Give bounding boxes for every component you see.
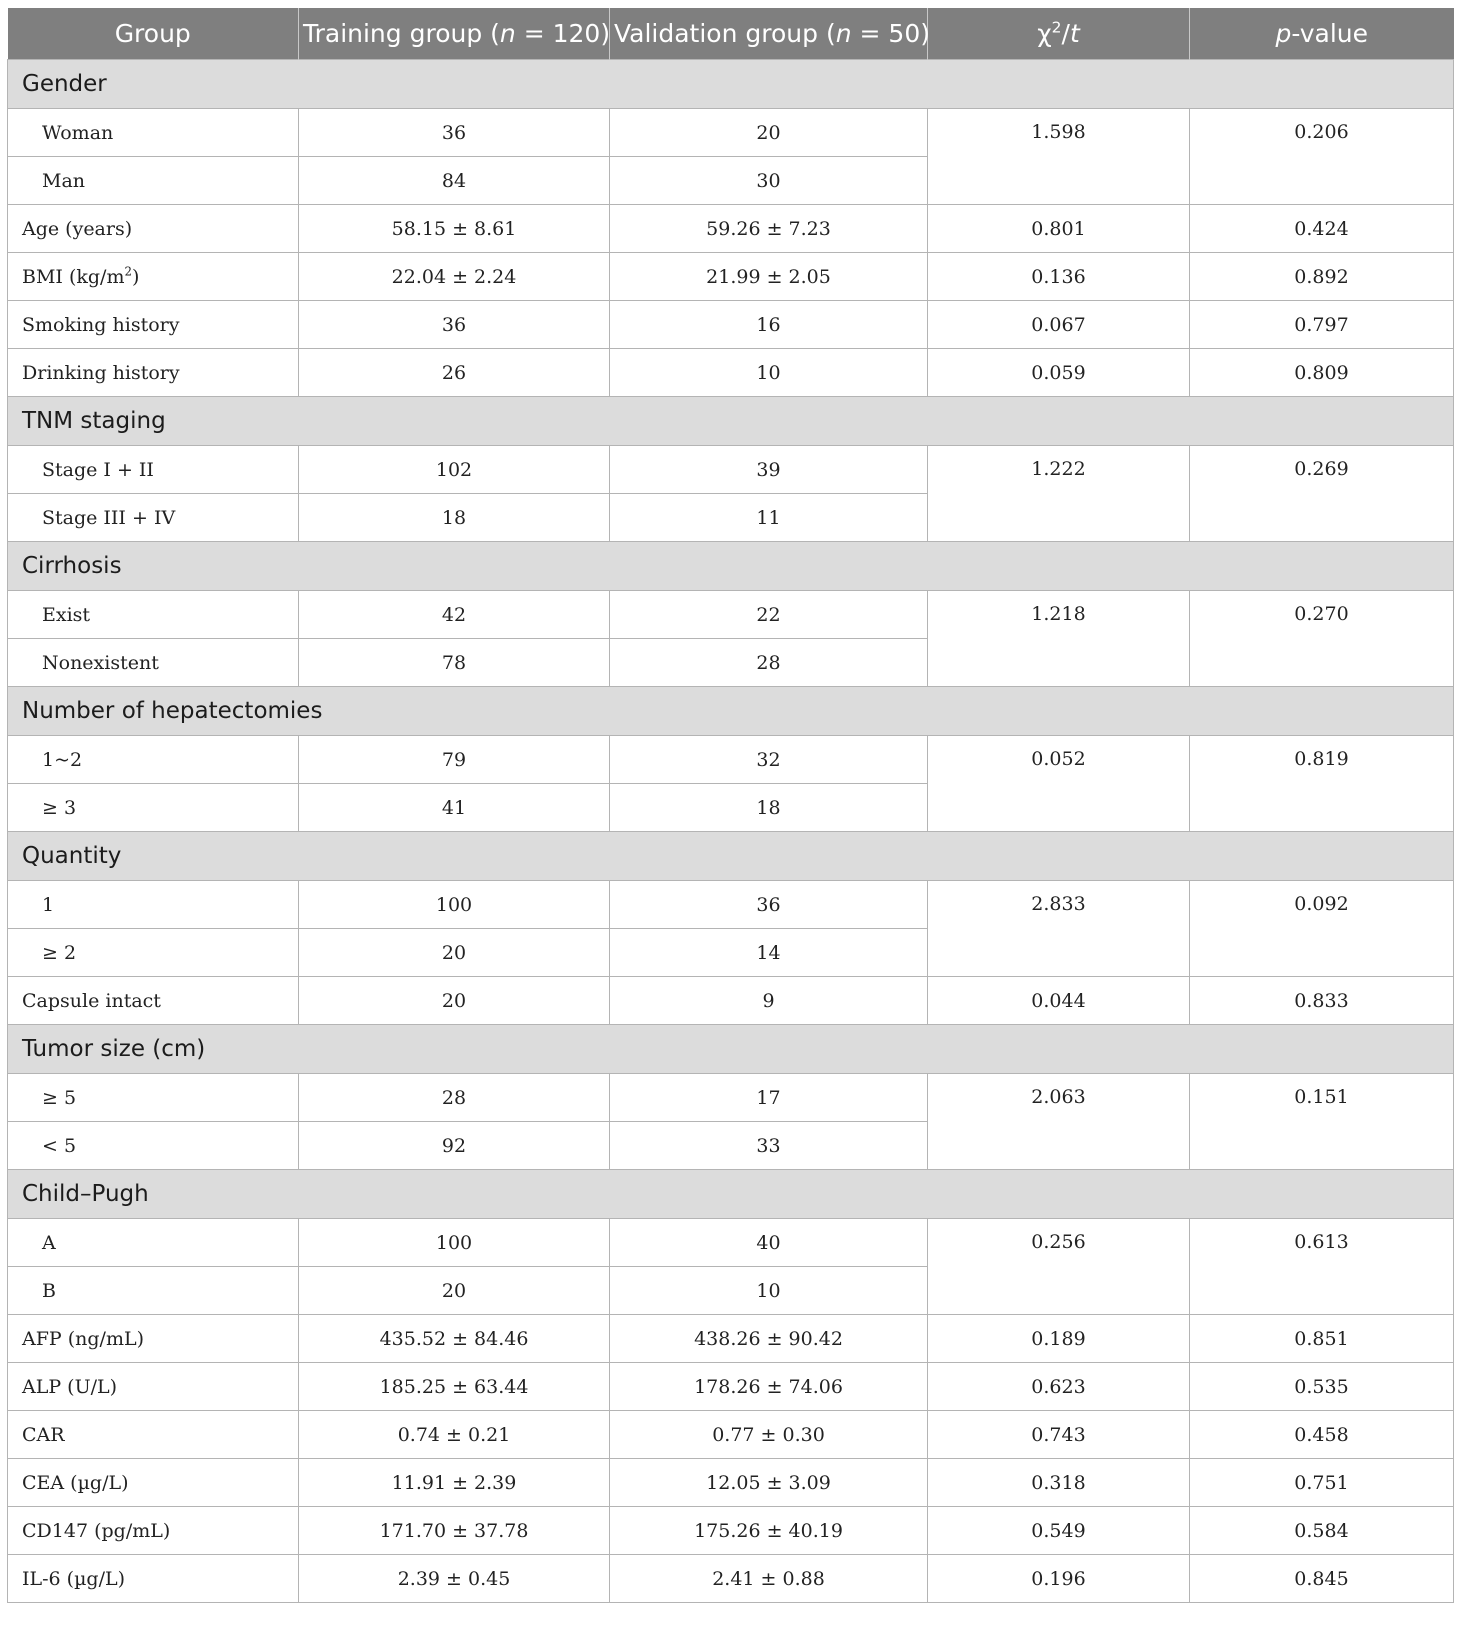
row-label: B xyxy=(8,1267,299,1315)
training-value: 22.04 ± 2.24 xyxy=(299,253,610,301)
training-value: 26 xyxy=(299,349,610,397)
row-label: Woman xyxy=(8,109,299,157)
statistic-value: 0.623 xyxy=(928,1363,1190,1411)
statistic-value: 0.189 xyxy=(928,1315,1190,1363)
table-row xyxy=(8,253,1454,301)
group-row-quantity xyxy=(8,832,1454,881)
table-row xyxy=(8,1555,1454,1603)
row-label: ≥ 3 xyxy=(8,784,299,832)
validation-value: 10 xyxy=(610,349,928,397)
p-value: 0.151 xyxy=(1190,1074,1454,1170)
row-label: Stage III + IV xyxy=(8,494,299,542)
validation-value: 438.26 ± 90.42 xyxy=(610,1315,928,1363)
header-group: Group xyxy=(8,8,299,60)
row-label: 1~2 xyxy=(8,736,299,784)
p-value: 0.845 xyxy=(1190,1555,1454,1603)
row-label: IL-6 (µg/L) xyxy=(8,1555,299,1603)
p-value: 0.535 xyxy=(1190,1363,1454,1411)
validation-value: 0.77 ± 0.30 xyxy=(610,1411,928,1459)
validation-value: 32 xyxy=(610,736,928,784)
row-label: Stage I + II xyxy=(8,446,299,494)
group-row-hepatectomies xyxy=(8,687,1454,736)
statistic-value: 0.801 xyxy=(928,205,1190,253)
validation-value: 20 xyxy=(610,109,928,157)
validation-value: 59.26 ± 7.23 xyxy=(610,205,928,253)
row-label: Smoking history xyxy=(8,301,299,349)
row-label: < 5 xyxy=(8,1122,299,1170)
table-row xyxy=(8,591,1454,639)
group-row-tumor-size xyxy=(8,1025,1454,1074)
statistic-value: 0.067 xyxy=(928,301,1190,349)
training-value: 84 xyxy=(299,157,610,205)
training-value: 36 xyxy=(299,109,610,157)
validation-value: 11 xyxy=(610,494,928,542)
statistic-value: 1.218 xyxy=(928,591,1190,687)
validation-value: 16 xyxy=(610,301,928,349)
table-header-row xyxy=(8,8,1454,60)
table-row xyxy=(8,1315,1454,1363)
table-row xyxy=(8,736,1454,784)
validation-value: 33 xyxy=(610,1122,928,1170)
statistic-value: 2.063 xyxy=(928,1074,1190,1170)
training-value: 36 xyxy=(299,301,610,349)
p-value: 0.424 xyxy=(1190,205,1454,253)
table-row xyxy=(8,1411,1454,1459)
p-value: 0.751 xyxy=(1190,1459,1454,1507)
group-label: Quantity xyxy=(8,832,1454,881)
statistic-value: 2.833 xyxy=(928,881,1190,977)
training-value: 0.74 ± 0.21 xyxy=(299,1411,610,1459)
validation-value: 40 xyxy=(610,1219,928,1267)
group-label: Tumor size (cm) xyxy=(8,1025,1454,1074)
statistic-value: 1.222 xyxy=(928,446,1190,542)
table-row xyxy=(8,1459,1454,1507)
row-label: Man xyxy=(8,157,299,205)
table-row xyxy=(8,446,1454,494)
training-value: 171.70 ± 37.78 xyxy=(299,1507,610,1555)
training-value: 20 xyxy=(299,977,610,1025)
training-value: 20 xyxy=(299,1267,610,1315)
statistic-value: 0.059 xyxy=(928,349,1190,397)
statistic-value: 0.196 xyxy=(928,1555,1190,1603)
header-validation: Validation group (n = 50) xyxy=(610,8,928,60)
validation-value: 14 xyxy=(610,929,928,977)
training-value: 185.25 ± 63.44 xyxy=(299,1363,610,1411)
validation-value: 12.05 ± 3.09 xyxy=(610,1459,928,1507)
p-value: 0.206 xyxy=(1190,109,1454,205)
training-value: 435.52 ± 84.46 xyxy=(299,1315,610,1363)
statistic-value: 0.052 xyxy=(928,736,1190,832)
table-row xyxy=(8,301,1454,349)
header-training: Training group (n = 120) xyxy=(299,8,610,60)
group-label: TNM staging xyxy=(8,397,1454,446)
training-value: 78 xyxy=(299,639,610,687)
validation-value: 178.26 ± 74.06 xyxy=(610,1363,928,1411)
row-label: CD147 (pg/mL) xyxy=(8,1507,299,1555)
training-value: 102 xyxy=(299,446,610,494)
row-label: ≥ 2 xyxy=(8,929,299,977)
group-row-tnm xyxy=(8,397,1454,446)
training-value: 42 xyxy=(299,591,610,639)
row-label: ALP (U/L) xyxy=(8,1363,299,1411)
validation-value: 36 xyxy=(610,881,928,929)
training-value: 100 xyxy=(299,881,610,929)
p-value: 0.851 xyxy=(1190,1315,1454,1363)
validation-value: 39 xyxy=(610,446,928,494)
p-value: 0.584 xyxy=(1190,1507,1454,1555)
row-label: Exist xyxy=(8,591,299,639)
table-row xyxy=(8,205,1454,253)
group-label: Number of hepatectomies xyxy=(8,687,1454,736)
table-row xyxy=(8,349,1454,397)
row-label: BMI $(kg/m^2)$ xyxy=(8,253,299,301)
validation-value: 10 xyxy=(610,1267,928,1315)
validation-value: 21.99 ± 2.05 xyxy=(610,253,928,301)
table-row xyxy=(8,109,1454,157)
statistic-value: 0.256 xyxy=(928,1219,1190,1315)
statistic-value: 0.549 xyxy=(928,1507,1190,1555)
table-row xyxy=(8,1363,1454,1411)
statistic-value: 0.044 xyxy=(928,977,1190,1025)
training-value: 100 xyxy=(299,1219,610,1267)
table-row xyxy=(8,1219,1454,1267)
table-row xyxy=(8,977,1454,1025)
training-value: 79 xyxy=(299,736,610,784)
table-row xyxy=(8,1507,1454,1555)
row-label: ≥ 5 xyxy=(8,1074,299,1122)
table-row xyxy=(8,1074,1454,1122)
training-value: 11.91 ± 2.39 xyxy=(299,1459,610,1507)
group-row-child-pugh xyxy=(8,1170,1454,1219)
validation-value: 17 xyxy=(610,1074,928,1122)
statistic-value: 0.136 xyxy=(928,253,1190,301)
statistic-value: 0.743 xyxy=(928,1411,1190,1459)
p-value: 0.270 xyxy=(1190,591,1454,687)
validation-value: 30 xyxy=(610,157,928,205)
validation-value: 2.41 ± 0.88 xyxy=(610,1555,928,1603)
validation-value: 18 xyxy=(610,784,928,832)
p-value: 0.833 xyxy=(1190,977,1454,1025)
p-value: 0.269 xyxy=(1190,446,1454,542)
header-p-value: p-value xyxy=(1190,8,1454,60)
row-label: Nonexistent xyxy=(8,639,299,687)
row-label: CAR xyxy=(8,1411,299,1459)
training-value: 92 xyxy=(299,1122,610,1170)
group-row-gender xyxy=(8,60,1454,109)
p-value: 0.809 xyxy=(1190,349,1454,397)
statistic-value: 1.598 xyxy=(928,109,1190,205)
validation-value: 175.26 ± 40.19 xyxy=(610,1507,928,1555)
p-value: 0.819 xyxy=(1190,736,1454,832)
row-label: A xyxy=(8,1219,299,1267)
row-label: AFP (ng/mL) xyxy=(8,1315,299,1363)
training-value: 20 xyxy=(299,929,610,977)
row-label: Drinking history xyxy=(8,349,299,397)
group-row-cirrhosis xyxy=(8,542,1454,591)
validation-value: 9 xyxy=(610,977,928,1025)
row-label: CEA (µg/L) xyxy=(8,1459,299,1507)
table-row xyxy=(8,881,1454,929)
p-value: 0.613 xyxy=(1190,1219,1454,1315)
group-label: Cirrhosis xyxy=(8,542,1454,591)
statistic-value: 0.318 xyxy=(928,1459,1190,1507)
training-value: 28 xyxy=(299,1074,610,1122)
row-label: Age (years) xyxy=(8,205,299,253)
training-value: 41 xyxy=(299,784,610,832)
training-value: 18 xyxy=(299,494,610,542)
p-value: 0.892 xyxy=(1190,253,1454,301)
p-value: 0.797 xyxy=(1190,301,1454,349)
p-value: 0.092 xyxy=(1190,881,1454,977)
header-statistic: $\chi^2/t$ xyxy=(928,8,1190,60)
row-label: 1 xyxy=(8,881,299,929)
p-value: 0.458 xyxy=(1190,1411,1454,1459)
baseline-characteristics-table xyxy=(7,8,1454,1603)
validation-value: 28 xyxy=(610,639,928,687)
group-label: Child–Pugh xyxy=(8,1170,1454,1219)
row-label: Capsule intact xyxy=(8,977,299,1025)
group-label: Gender xyxy=(8,60,1454,109)
training-value: 2.39 ± 0.45 xyxy=(299,1555,610,1603)
training-value: 58.15 ± 8.61 xyxy=(299,205,610,253)
validation-value: 22 xyxy=(610,591,928,639)
